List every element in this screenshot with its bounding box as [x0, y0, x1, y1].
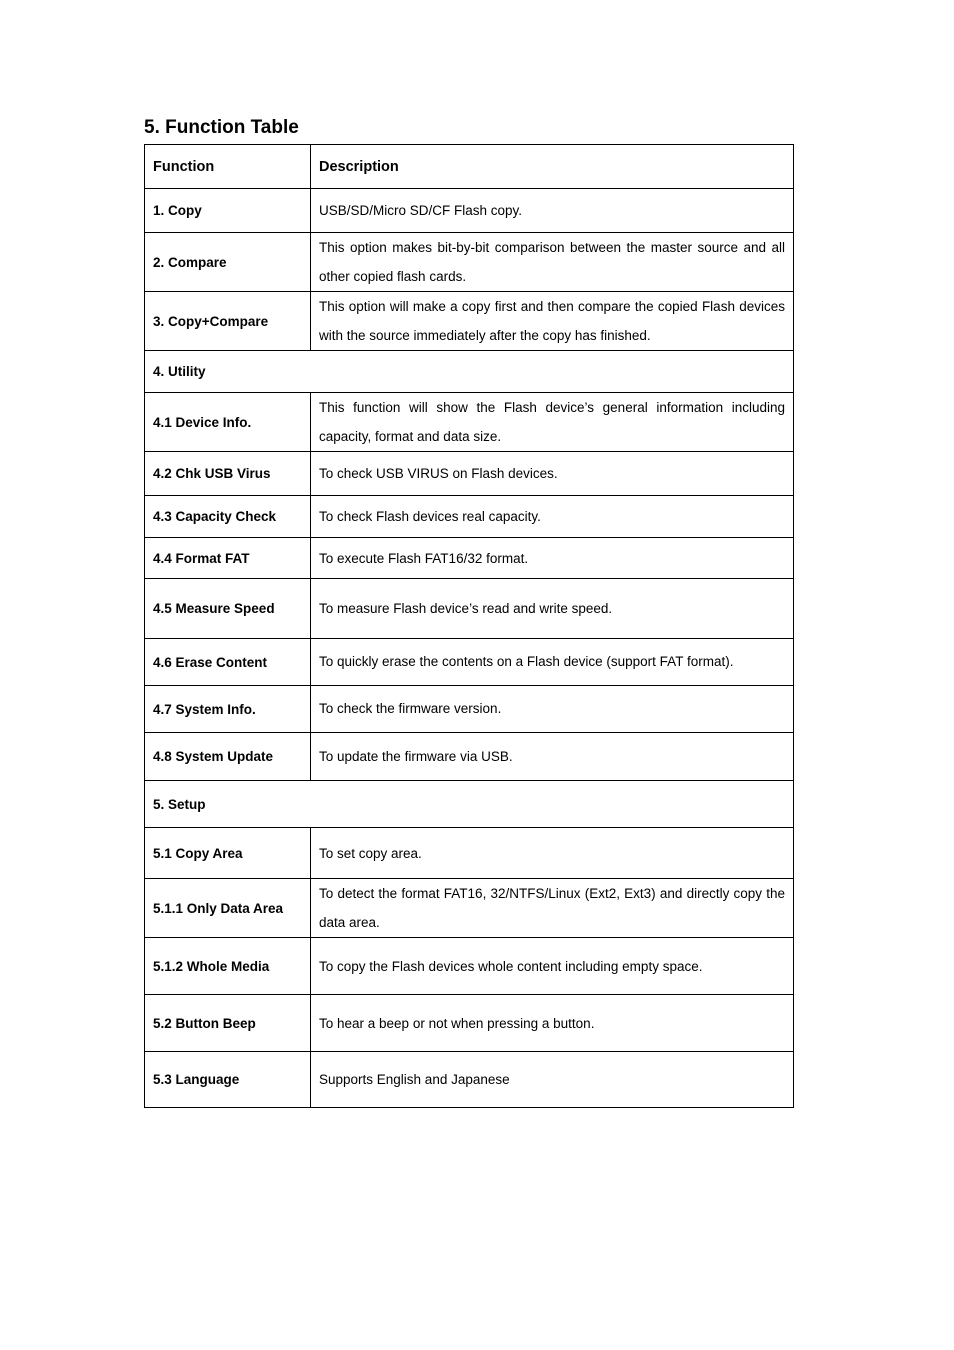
description-cell: To quickly erase the contents on a Flash device (support FAT format).: [311, 639, 794, 686]
table-row: [145, 189, 794, 233]
table-row: [145, 496, 794, 538]
table-row: [145, 879, 794, 938]
description-cell: USB/SD/Micro SD/CF Flash copy.: [311, 189, 794, 233]
page-title: 5. Function Table: [144, 117, 299, 138]
section-utility: 4. Utility: [145, 351, 794, 393]
header-description: Description: [311, 145, 794, 189]
description-cell: This option makes bit-by-bit comparison between the master source and all other copied flash cards.: [311, 233, 794, 292]
description-cell: To hear a beep or not when pressing a button.: [311, 995, 794, 1052]
description-cell: To check USB VIRUS on Flash devices.: [311, 452, 794, 496]
table-row: [145, 733, 794, 781]
table-row: [145, 1052, 794, 1108]
table-row: [145, 995, 794, 1052]
table-row: [145, 686, 794, 733]
description-cell: To set copy area.: [311, 828, 794, 879]
description-cell: To detect the format FAT16, 32/NTFS/Linux (Ext2, Ext3) and directly copy the data area.: [311, 879, 794, 938]
description-cell: To execute Flash FAT16/32 format.: [311, 538, 794, 579]
function-cell: 4.3 Capacity Check: [145, 496, 311, 538]
function-cell: 4.5 Measure Speed: [145, 579, 311, 639]
table-row: [145, 292, 794, 351]
table-row: [145, 938, 794, 995]
function-cell: 5.1.1 Only Data Area: [145, 879, 311, 938]
description-cell: To check Flash devices real capacity.: [311, 496, 794, 538]
function-cell: 4.1 Device Info.: [145, 393, 311, 452]
table-row: [145, 538, 794, 579]
table-row: [145, 639, 794, 686]
function-cell: 3. Copy+Compare: [145, 292, 311, 351]
description-cell: This option will make a copy first and then compare the copied Flash devices with the source immediately after the copy has finished.: [311, 292, 794, 351]
function-cell: 4.7 System Info.: [145, 686, 311, 733]
function-cell: 5.1.2 Whole Media: [145, 938, 311, 995]
table-row: [145, 452, 794, 496]
description-cell: This function will show the Flash device’s general information including capacity, format and data size.: [311, 393, 794, 452]
function-cell: 4.6 Erase Content: [145, 639, 311, 686]
description-cell: Supports English and Japanese: [311, 1052, 794, 1108]
function-cell: 2. Compare: [145, 233, 311, 292]
header-function: Function: [145, 145, 311, 189]
section-row: [145, 781, 794, 828]
table-row: [145, 233, 794, 292]
table-row: [145, 579, 794, 639]
description-cell: To update the firmware via USB.: [311, 733, 794, 781]
function-cell: 4.4 Format FAT: [145, 538, 311, 579]
table-row: [145, 393, 794, 452]
function-table: [144, 144, 794, 1108]
table-header-row: [145, 145, 794, 189]
section-row: [145, 351, 794, 393]
function-cell: 4.8 System Update: [145, 733, 311, 781]
description-cell: To check the firmware version.: [311, 686, 794, 733]
section-setup: 5. Setup: [145, 781, 794, 828]
function-cell: 5.2 Button Beep: [145, 995, 311, 1052]
description-cell: To measure Flash device’s read and write speed.: [311, 579, 794, 639]
function-cell: 5.1 Copy Area: [145, 828, 311, 879]
function-cell: 1. Copy: [145, 189, 311, 233]
table-row: [145, 828, 794, 879]
description-cell: To copy the Flash devices whole content including empty space.: [311, 938, 794, 995]
function-cell: 5.3 Language: [145, 1052, 311, 1108]
function-cell: 4.2 Chk USB Virus: [145, 452, 311, 496]
